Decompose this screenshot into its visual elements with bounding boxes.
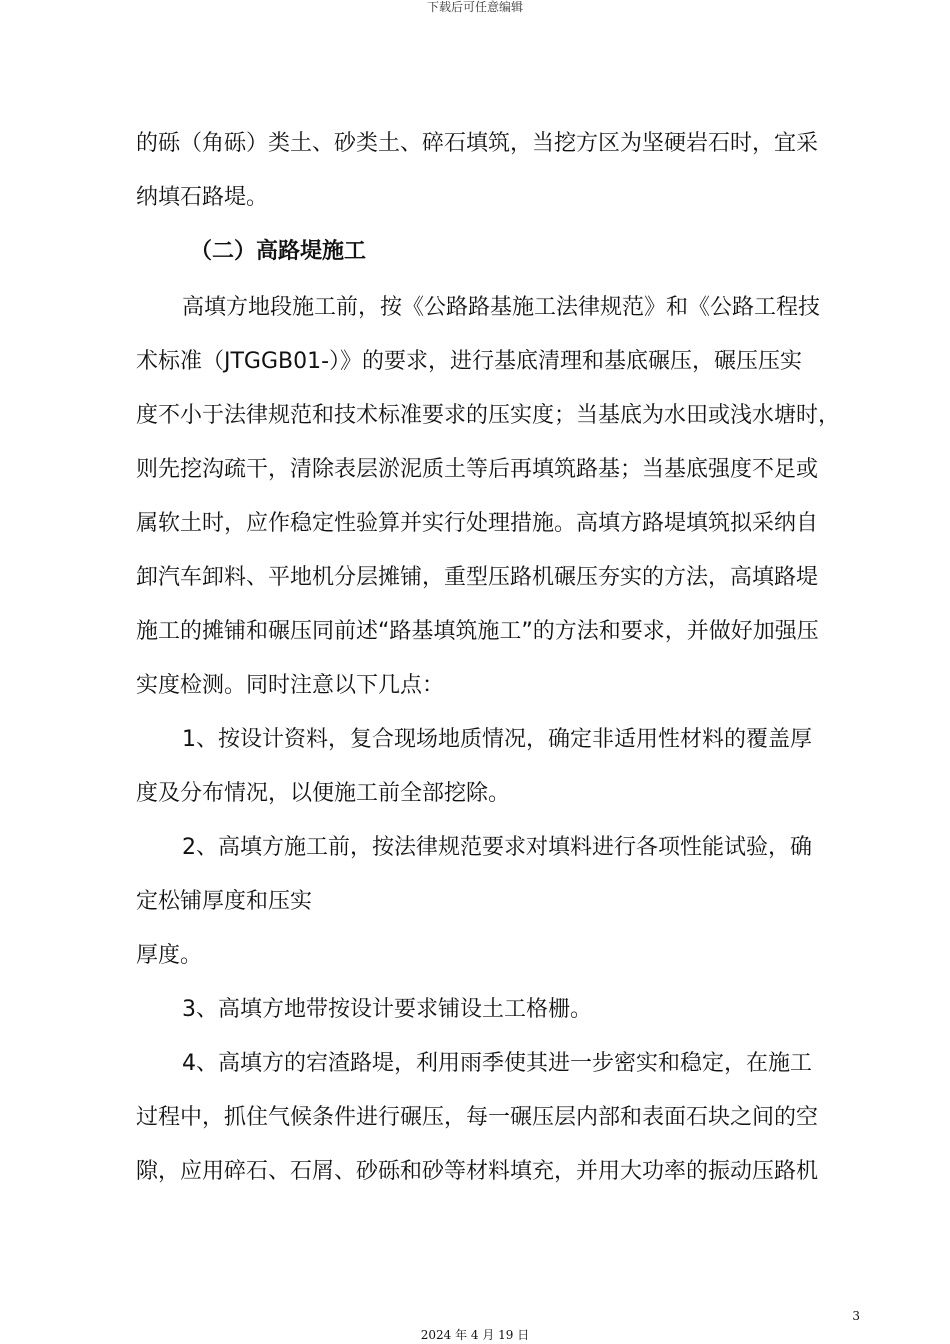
document-body (136, 117, 861, 1199)
footer-date: 2024 年 4 月 19 日 (420, 1328, 530, 1342)
body-line: 施工的摊铺和碾压同前述“路基填筑施工”的方法和要求，并做好加强压 (136, 619, 819, 644)
page-number: 3 (852, 1309, 860, 1323)
body-line: 纳填石路堤。 (136, 185, 269, 210)
list-item-line: 厚度。 (136, 943, 203, 968)
body-line: 属软土时，应作稳定性验算并实行处理措施。高填方路堤填筑拟采纳自 (136, 511, 819, 536)
list-item-line: 过程中，抓住气候条件进行碾压，每一碾压层内部和表面石块之间的空 (136, 1105, 819, 1130)
list-item-line: 1、按设计资料，复合现场地质情况，确定非适用性材料的覆盖厚 (182, 727, 812, 752)
list-item-line: 隙，应用碎石、石屑、砂砾和砂等材料填充，并用大功率的振动压路机 (136, 1159, 819, 1184)
list-item-line: 度及分布情况，以便施工前全部挖除。 (136, 781, 511, 806)
body-line: 则先挖沟疏干，清除表层淤泥质土等后再填筑路基；当基底强度不足或 (136, 457, 819, 482)
section-heading: （二）高路堤施工 (190, 239, 367, 264)
list-item-line: 2、高填方施工前，按法律规范要求对填料进行各项性能试验，确 (182, 835, 812, 860)
body-line: 的砾（角砾）类土、砂类土、碎石填筑，当挖方区为坚硬岩石时，宜采 (136, 131, 819, 156)
list-item-line: 定松铺厚度和压实 (136, 889, 313, 914)
header-note: 下载后可任意编辑 (426, 0, 523, 14)
list-item-line: 4、高填方的宕渣路堤，利用雨季使其进一步密实和稳定，在施工 (182, 1051, 812, 1076)
list-item-line: 3、高填方地带按设计要求铺设土工格栅。 (182, 997, 592, 1022)
body-line: 高填方地段施工前，按《公路路基施工法律规范》和《公路工程技 (182, 295, 821, 320)
body-line: 术标准（JTGGB01-）》的要求，进行基底清理和基底碾压，碾压压实 (136, 349, 803, 374)
body-line: 卸汽车卸料、平地机分层摊铺，重型压路机碾压夯实的方法，高填路堤 (136, 565, 819, 590)
body-line: 实度检测。同时注意以下几点： (136, 673, 445, 698)
body-line: 度不小于法律规范和技术标准要求的压实度；当基底为水田或浅水塘时， (136, 403, 841, 428)
